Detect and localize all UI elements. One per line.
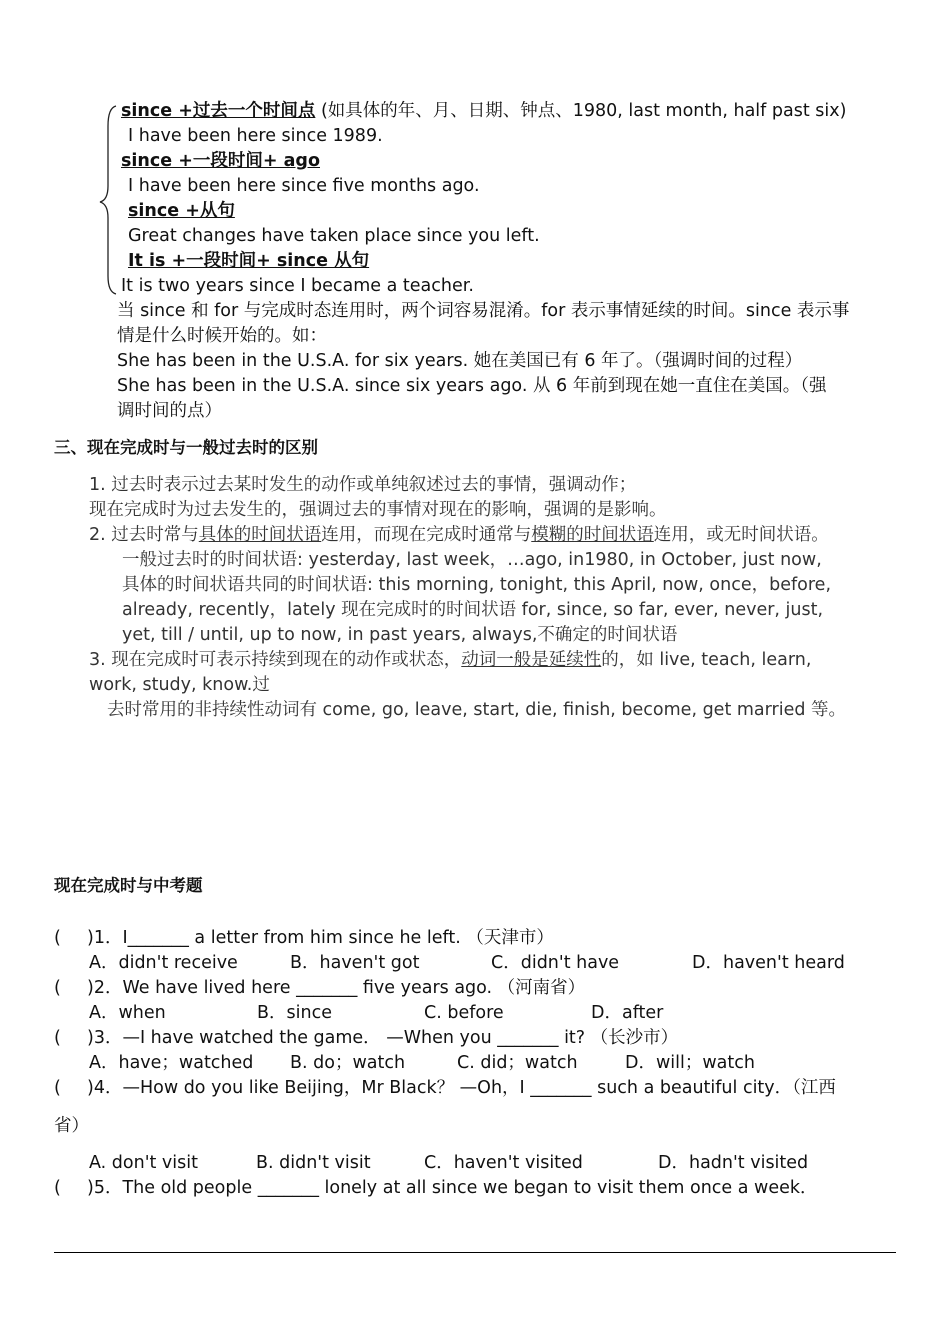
answer-blank-2[interactable]: ( (54, 978, 61, 998)
section-3-point-2-line-3: 具体的时间状语共同的时间状语: this morning, tonight, this April, now, once，before, (122, 575, 832, 595)
question-2-option-a: A．when (89, 1003, 166, 1023)
question-1-option-a: A．didn't receive (89, 953, 238, 973)
question-2-stem: )2．We have lived here _______ five years ago. （河南省） (87, 978, 586, 998)
question-2-option-c: C. before (424, 1003, 504, 1023)
since-rule-2-head: since +一段时间+ ago (121, 151, 320, 171)
since-example-4: It is two years since I became a teacher. (121, 276, 474, 296)
since-rule-3-head: since +从句 (128, 201, 235, 221)
question-1 (54, 926, 554, 950)
section-3-point-2-line-4: already, recently，lately 现在完成时的时间状语 for, since, so far, ever, never, just, (122, 600, 824, 620)
question-3 (54, 1026, 678, 1050)
since-example-3: Great changes have taken place since you left. (128, 226, 540, 246)
point-3-underline: 动词一般是延续性 (461, 650, 602, 670)
question-4 (54, 1076, 836, 1100)
section-3-point-1-line-2: 现在完成时为过去发生的，强调过去的事情对现在的影响，强调的是影响。 (89, 500, 667, 520)
question-1-option-c: C．didn't have (491, 953, 620, 973)
section-3-point-2-line-5: yet, till / until, up to now, in past years, always,不确定的时间状语 (122, 625, 678, 645)
question-4-stem: )4．—How do you like Beijing，Mr Black？ —Oh，I _______ such a beautiful city．（江西 (87, 1078, 836, 1098)
question-5-stem: )5．The old people _______ lonely at all since we began to visit them once a week． (87, 1178, 818, 1198)
exam-heading: 现在完成时与中考题 (54, 876, 203, 895)
section-3-point-3-line-3: 去时常用的非持续性动词有 come, go, leave, start, die, finish, become, get married 等。 (107, 700, 847, 720)
since-for-example-1: She has been in the U.S.A. for six years. 她在美国已有 6 年了。（强调时间的过程） (117, 351, 803, 371)
question-3-option-a: A．have；watched (89, 1053, 254, 1073)
answer-blank-1[interactable]: ( (54, 928, 61, 948)
section-3-point-3-line-1 (89, 648, 811, 672)
point-2-text-c: 连用，或无时间状语。 (653, 525, 829, 545)
since-for-compare-line-2: 情是什么时候开始的。如： (117, 326, 327, 346)
question-4-option-b: B. didn't visit (256, 1153, 371, 1173)
question-4-option-a: A. don't visit (89, 1153, 198, 1173)
since-for-example-2-line-2: 调时间的点） (117, 401, 222, 421)
footer-divider (54, 1252, 896, 1253)
since-example-2: I have been here since five months ago. (128, 176, 480, 196)
since-rule-4-head: It is +一段时间+ since 从句 (128, 251, 370, 271)
section-3-point-2-line-1 (89, 523, 829, 547)
answer-blank-3[interactable]: ( (54, 1028, 61, 1048)
point-2-text-a: 2. 过去时常与 (89, 525, 199, 545)
question-4-option-c: C．haven't visited (424, 1153, 583, 1173)
question-4-option-d: D．hadn't visited (658, 1153, 809, 1173)
question-3-stem: )3．—I have watched the game． —When you _______ it? （长沙市） (87, 1028, 679, 1048)
point-3-text-a: 3. 现在完成时可表示持续到现在的动作或状态， (89, 650, 462, 670)
question-3-option-c: C. did；watch (457, 1053, 578, 1073)
question-1-option-b: B．haven't got (290, 953, 420, 973)
question-5 (54, 1176, 818, 1200)
since-for-compare-line-1: 当 since 和 for 与完成时态连用时，两个词容易混淆。for 表示事情延续的时间。since 表示事 (117, 301, 850, 321)
question-2-option-d: D．after (591, 1003, 664, 1023)
point-2-underline-2: 模糊的时间状语 (531, 525, 654, 545)
question-3-option-b: B. do；watch (290, 1053, 406, 1073)
section-3-point-1-line-1: 1. 过去时表示过去某时发生的动作或单纯叙述过去的事情，强调动作； (89, 475, 637, 495)
section-3-heading: 三、现在完成时与一般过去时的区别 (54, 438, 318, 457)
point-3-text-b: 的，如 live, teach, learn, (601, 650, 812, 670)
answer-blank-4[interactable]: ( (54, 1078, 61, 1098)
question-1-option-d: D．haven't heard (692, 953, 845, 973)
since-for-example-2-line-1: She has been in the U.S.A. since six years ago. 从 6 年前到现在她一直住在美国。（强 (117, 376, 827, 396)
question-4-stem-continued: 省） (54, 1116, 89, 1136)
section-3-point-3-line-2: work, study, know.过 (89, 675, 270, 695)
question-2-option-b: B．since (257, 1003, 332, 1023)
question-3-option-d: D．will；watch (625, 1053, 755, 1073)
question-1-stem: )1．I_______ a letter from him since he left. （天津市） (87, 928, 554, 948)
left-brace-icon (96, 104, 118, 296)
answer-blank-5[interactable]: ( (54, 1178, 61, 1198)
question-2 (54, 976, 585, 1000)
since-rule-1 (121, 99, 846, 123)
since-rule-1-note: (如具体的年、月、日期、钟点、1980, last month, half past six) (315, 101, 847, 121)
since-rule-1-head: since +过去一个时间点 (121, 101, 316, 121)
point-2-text-b: 连用，而现在完成时通常与 (321, 525, 532, 545)
since-example-1: I have been here since 1989. (128, 126, 383, 146)
point-2-underline-1: 具体的时间状语 (198, 525, 322, 545)
section-3-point-2-line-2: 一般过去时的时间状语: yesterday, last week，…ago, in1980, in October, just now, (122, 550, 822, 570)
